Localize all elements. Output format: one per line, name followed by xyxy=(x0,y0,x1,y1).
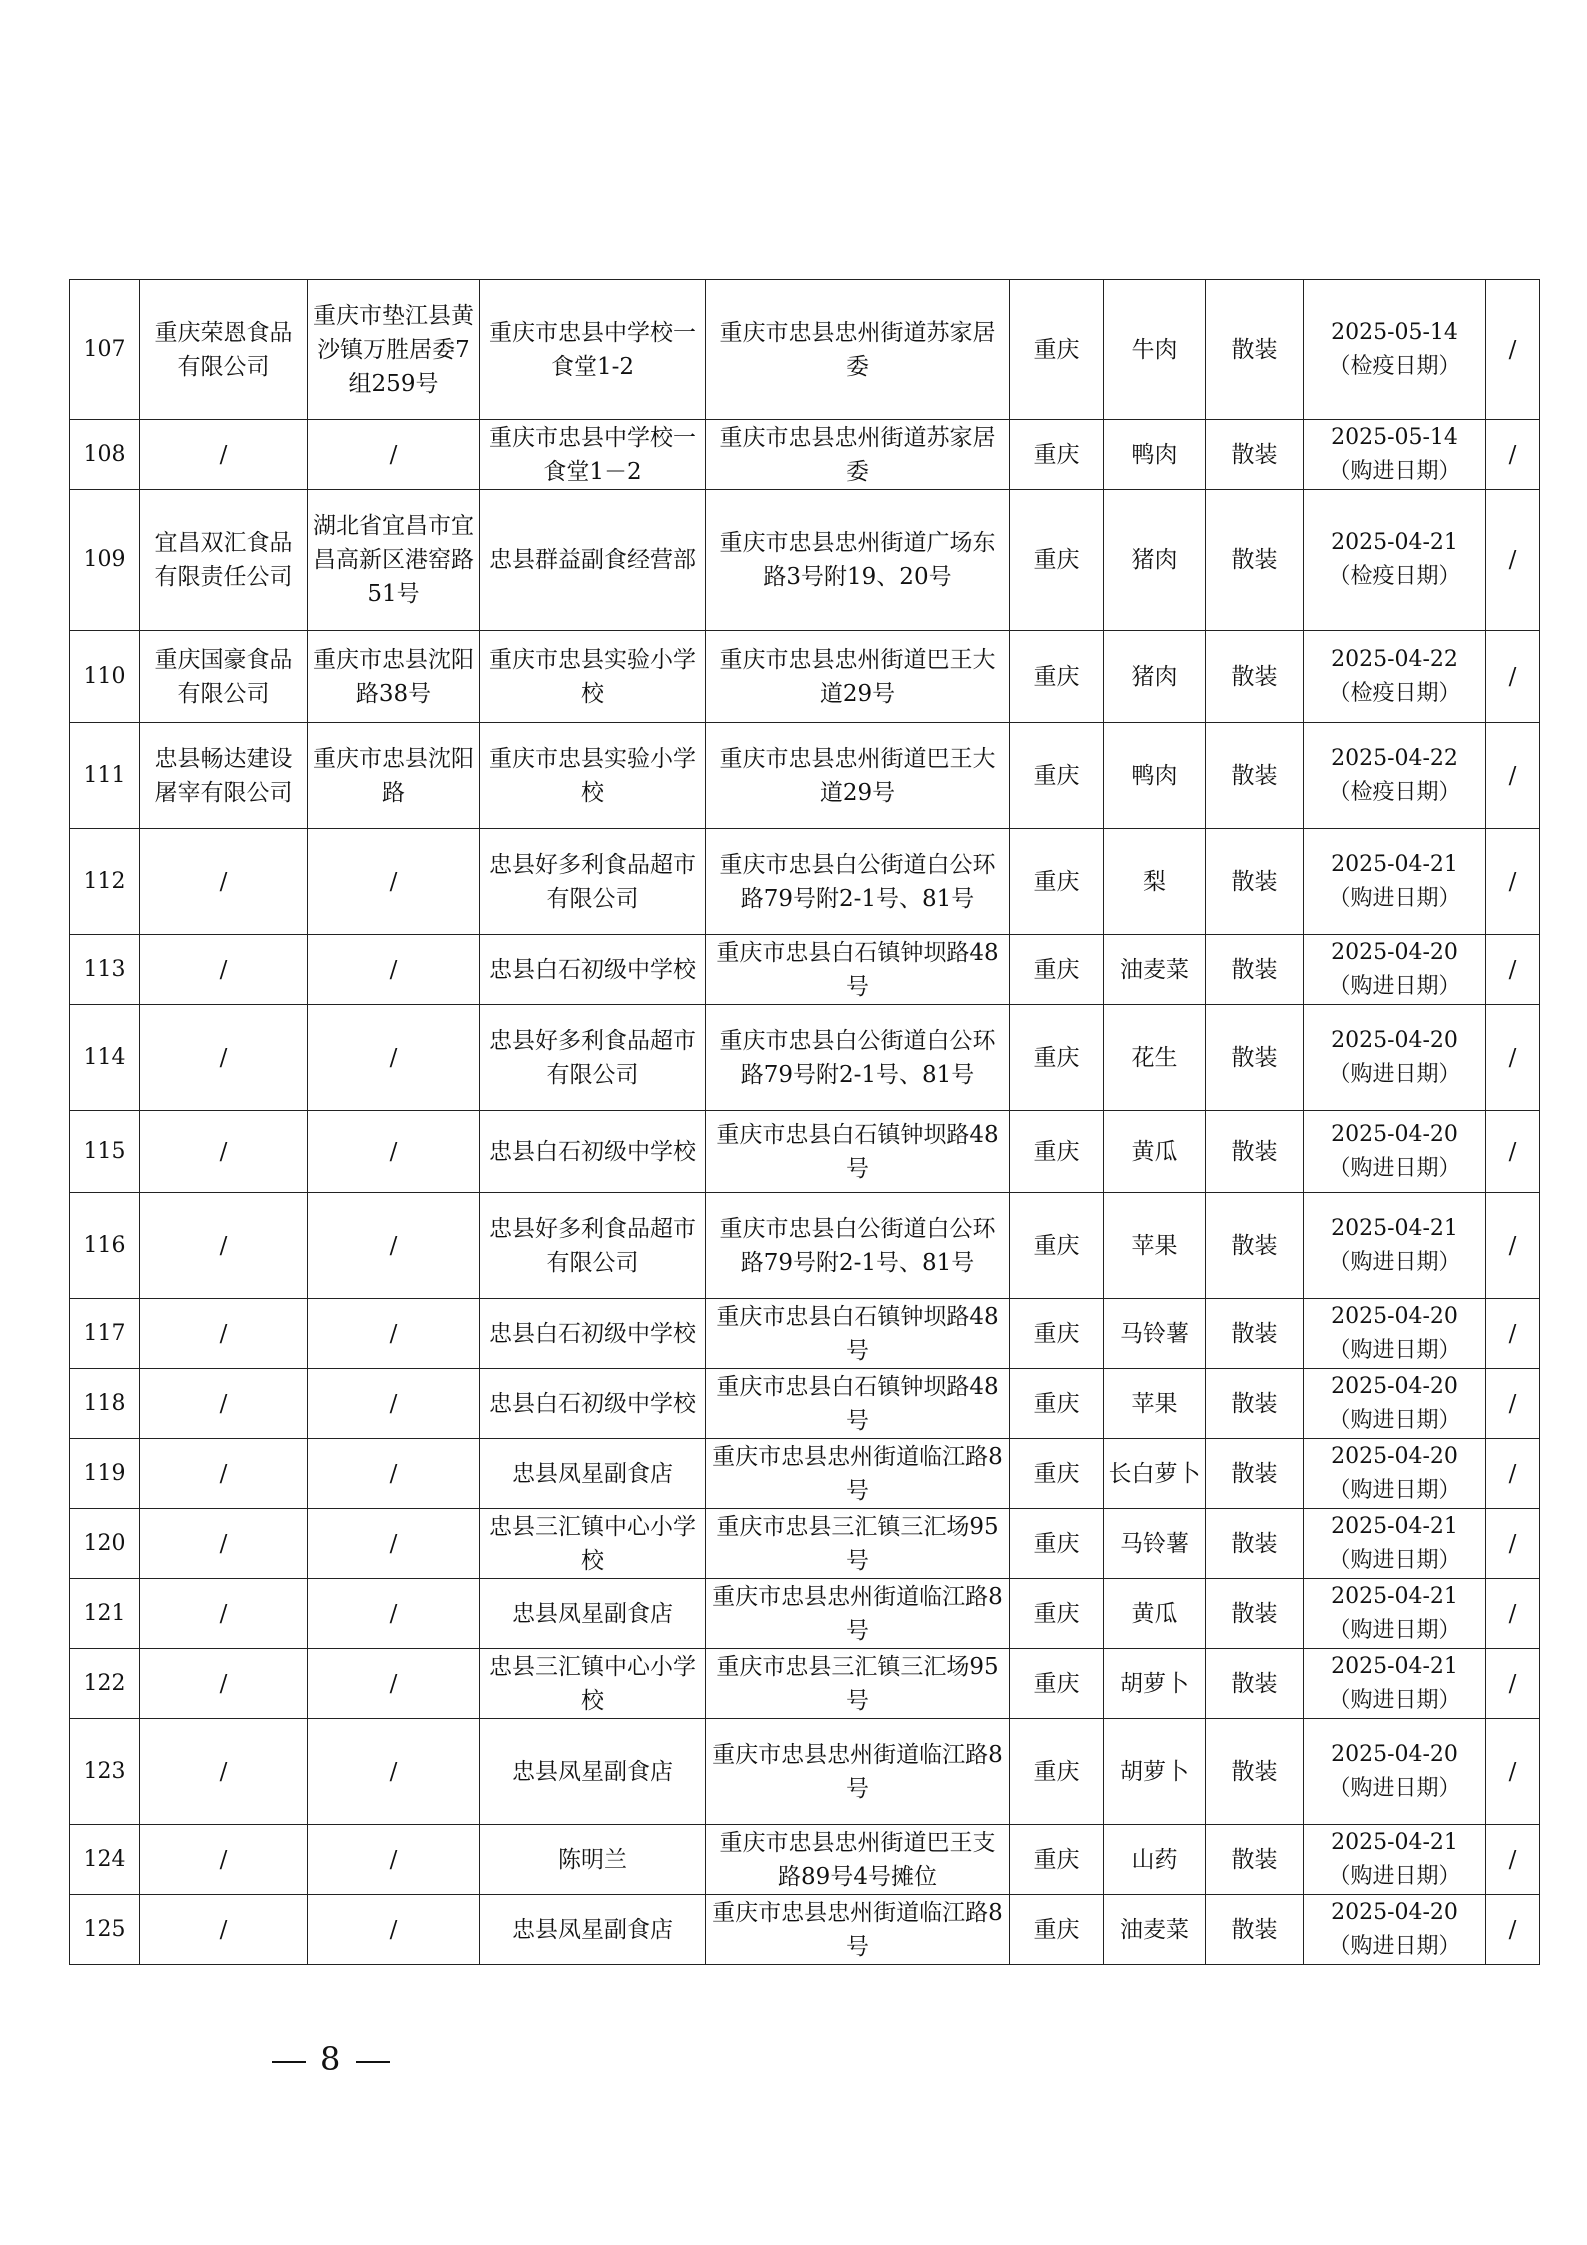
cell-sampled-unit-address: 重庆市忠县白石镇钟坝路48号 xyxy=(706,1299,1010,1369)
cell-remark: / xyxy=(1486,1369,1540,1439)
date-type-note: （购进日期） xyxy=(1328,1863,1461,1889)
cell-seq: 121 xyxy=(70,1579,140,1649)
cell-sampled-unit: 重庆市忠县实验小学校 xyxy=(480,631,706,723)
cell-sampled-unit-address: 重庆市忠县白石镇钟坝路48号 xyxy=(706,1369,1010,1439)
cell-package: 散装 xyxy=(1206,935,1304,1005)
table-row xyxy=(70,1193,1540,1299)
cell-package: 散装 xyxy=(1206,829,1304,935)
cell-sampled-unit: 忠县凤星副食店 xyxy=(480,1579,706,1649)
cell-producer-address: / xyxy=(308,935,480,1005)
cell-seq: 120 xyxy=(70,1509,140,1579)
cell-sampled-unit-address: 重庆市忠县白石镇钟坝路48号 xyxy=(706,1111,1010,1193)
cell-sampled-unit-address: 重庆市忠县忠州街道巴王大道29号 xyxy=(706,631,1010,723)
cell-date xyxy=(1304,1825,1486,1895)
cell-date xyxy=(1304,1111,1486,1193)
cell-seq: 124 xyxy=(70,1825,140,1895)
cell-seq: 109 xyxy=(70,490,140,631)
cell-food-name: 胡萝卜 xyxy=(1104,1649,1206,1719)
table-row xyxy=(70,631,1540,723)
date-value: 2025-04-20 xyxy=(1331,1741,1458,1767)
table-row xyxy=(70,1439,1540,1509)
cell-seq: 114 xyxy=(70,1005,140,1111)
cell-origin: 重庆 xyxy=(1010,829,1104,935)
cell-sampled-unit: 忠县凤星副食店 xyxy=(480,1895,706,1965)
cell-producer-address: / xyxy=(308,1439,480,1509)
cell-package: 散装 xyxy=(1206,1193,1304,1299)
cell-origin: 重庆 xyxy=(1010,1299,1104,1369)
cell-date xyxy=(1304,1369,1486,1439)
table-row xyxy=(70,490,1540,631)
date-type-note: （购进日期） xyxy=(1328,973,1461,999)
cell-producer-address: / xyxy=(308,1825,480,1895)
cell-date xyxy=(1304,723,1486,829)
cell-producer-name: / xyxy=(140,935,308,1005)
cell-origin: 重庆 xyxy=(1010,1825,1104,1895)
cell-producer-name: / xyxy=(140,1649,308,1719)
cell-sampled-unit-address: 重庆市忠县忠州街道巴王大道29号 xyxy=(706,723,1010,829)
cell-origin: 重庆 xyxy=(1010,1005,1104,1111)
cell-food-name: 山药 xyxy=(1104,1825,1206,1895)
cell-package: 散装 xyxy=(1206,723,1304,829)
cell-food-name: 猪肉 xyxy=(1104,631,1206,723)
date-type-note: （购进日期） xyxy=(1328,1775,1461,1801)
cell-package: 散装 xyxy=(1206,631,1304,723)
cell-seq: 111 xyxy=(70,723,140,829)
cell-date xyxy=(1304,1299,1486,1369)
table-row xyxy=(70,420,1540,490)
page-number: 8 xyxy=(320,2040,343,2078)
cell-seq: 110 xyxy=(70,631,140,723)
cell-seq: 125 xyxy=(70,1895,140,1965)
footer-right-dash xyxy=(356,2061,390,2063)
cell-sampled-unit: 重庆市忠县实验小学校 xyxy=(480,723,706,829)
cell-package: 散装 xyxy=(1206,1509,1304,1579)
table-row xyxy=(70,1299,1540,1369)
date-value: 2025-04-21 xyxy=(1331,530,1458,555)
cell-sampled-unit: 忠县群益副食经营部 xyxy=(480,490,706,631)
cell-food-name: 黄瓜 xyxy=(1104,1579,1206,1649)
cell-sampled-unit: 忠县白石初级中学校 xyxy=(480,1369,706,1439)
table-row xyxy=(70,1111,1540,1193)
cell-sampled-unit: 忠县三汇镇中心小学校 xyxy=(480,1649,706,1719)
cell-origin: 重庆 xyxy=(1010,1509,1104,1579)
cell-remark: / xyxy=(1486,723,1540,829)
cell-sampled-unit-address: 重庆市忠县忠州街道苏家居委 xyxy=(706,420,1010,490)
cell-remark: / xyxy=(1486,631,1540,723)
cell-package: 散装 xyxy=(1206,280,1304,420)
cell-seq: 123 xyxy=(70,1719,140,1825)
cell-food-name: 苹果 xyxy=(1104,1193,1206,1299)
cell-date xyxy=(1304,1005,1486,1111)
cell-package: 散装 xyxy=(1206,1439,1304,1509)
cell-seq: 112 xyxy=(70,829,140,935)
cell-origin: 重庆 xyxy=(1010,420,1104,490)
cell-producer-address: / xyxy=(308,1193,480,1299)
cell-seq: 117 xyxy=(70,1299,140,1369)
cell-remark: / xyxy=(1486,1649,1540,1719)
cell-seq: 116 xyxy=(70,1193,140,1299)
cell-seq: 119 xyxy=(70,1439,140,1509)
date-value: 2025-04-22 xyxy=(1331,745,1458,771)
cell-sampled-unit-address: 重庆市忠县三汇镇三汇场95号 xyxy=(706,1649,1010,1719)
cell-origin: 重庆 xyxy=(1010,1193,1104,1299)
date-type-note: （购进日期） xyxy=(1328,1249,1461,1275)
table-row xyxy=(70,1649,1540,1719)
date-value: 2025-04-20 xyxy=(1331,1303,1458,1329)
cell-date xyxy=(1304,1439,1486,1509)
cell-producer-name: / xyxy=(140,829,308,935)
cell-food-name: 花生 xyxy=(1104,1005,1206,1111)
date-type-note: （购进日期） xyxy=(1328,1407,1461,1433)
cell-sampled-unit-address: 重庆市忠县白公街道白公环路79号附2-1号、81号 xyxy=(706,1193,1010,1299)
cell-sampled-unit-address: 重庆市忠县白公街道白公环路79号附2-1号、81号 xyxy=(706,1005,1010,1111)
cell-food-name: 马铃薯 xyxy=(1104,1299,1206,1369)
cell-date xyxy=(1304,420,1486,490)
cell-producer-name: / xyxy=(140,1825,308,1895)
cell-sampled-unit-address: 重庆市忠县忠州街道临江路8号 xyxy=(706,1579,1010,1649)
date-value: 2025-05-14 xyxy=(1331,319,1458,345)
cell-remark: / xyxy=(1486,1299,1540,1369)
cell-producer-name: / xyxy=(140,1193,308,1299)
cell-food-name: 胡萝卜 xyxy=(1104,1719,1206,1825)
date-type-note: （检疫日期） xyxy=(1328,779,1461,805)
cell-sampled-unit: 忠县好多利食品超市有限公司 xyxy=(480,829,706,935)
cell-producer-address: / xyxy=(308,1649,480,1719)
cell-date xyxy=(1304,1719,1486,1825)
cell-remark: / xyxy=(1486,1439,1540,1509)
cell-origin: 重庆 xyxy=(1010,1369,1104,1439)
cell-producer-name: / xyxy=(140,1509,308,1579)
date-value: 2025-04-21 xyxy=(1331,1829,1458,1855)
table-row xyxy=(70,1825,1540,1895)
date-value: 2025-04-21 xyxy=(1331,1513,1458,1539)
cell-producer-name: / xyxy=(140,1895,308,1965)
cell-producer-name: / xyxy=(140,1369,308,1439)
cell-producer-address: / xyxy=(308,1719,480,1825)
cell-seq: 108 xyxy=(70,420,140,490)
cell-package: 散装 xyxy=(1206,420,1304,490)
cell-origin: 重庆 xyxy=(1010,490,1104,631)
date-type-note: （购进日期） xyxy=(1328,1337,1461,1363)
cell-origin: 重庆 xyxy=(1010,935,1104,1005)
cell-date xyxy=(1304,829,1486,935)
cell-food-name: 猪肉 xyxy=(1104,490,1206,631)
date-type-note: （购进日期） xyxy=(1328,1477,1461,1503)
cell-food-name: 油麦菜 xyxy=(1104,1895,1206,1965)
cell-producer-name: / xyxy=(140,1439,308,1509)
cell-food-name: 苹果 xyxy=(1104,1369,1206,1439)
cell-origin: 重庆 xyxy=(1010,1579,1104,1649)
table-row xyxy=(70,723,1540,829)
date-type-note: （检疫日期） xyxy=(1328,680,1461,706)
cell-producer-address: / xyxy=(308,1005,480,1111)
date-type-note: （检疫日期） xyxy=(1328,353,1461,379)
date-value: 2025-04-21 xyxy=(1331,1583,1458,1609)
cell-date xyxy=(1304,935,1486,1005)
cell-food-name: 马铃薯 xyxy=(1104,1509,1206,1579)
cell-origin: 重庆 xyxy=(1010,1649,1104,1719)
cell-remark: / xyxy=(1486,935,1540,1005)
cell-sampled-unit: 忠县白石初级中学校 xyxy=(480,1111,706,1193)
date-type-note: （购进日期） xyxy=(1328,1547,1461,1573)
cell-remark: / xyxy=(1486,280,1540,420)
cell-producer-address: 重庆市垫江县黄沙镇万胜居委7组259号 xyxy=(308,280,480,420)
cell-date xyxy=(1304,490,1486,631)
cell-sampled-unit: 忠县凤星副食店 xyxy=(480,1439,706,1509)
cell-origin: 重庆 xyxy=(1010,280,1104,420)
table-row xyxy=(70,280,1540,420)
date-type-note: （购进日期） xyxy=(1328,885,1461,911)
cell-sampled-unit-address: 重庆市忠县三汇镇三汇场95号 xyxy=(706,1509,1010,1579)
cell-sampled-unit: 忠县白石初级中学校 xyxy=(480,935,706,1005)
cell-origin: 重庆 xyxy=(1010,1895,1104,1965)
date-type-note: （购进日期） xyxy=(1328,1687,1461,1713)
date-type-note: （购进日期） xyxy=(1328,458,1461,484)
cell-date xyxy=(1304,1193,1486,1299)
cell-producer-name: 重庆国豪食品有限公司 xyxy=(140,631,308,723)
cell-sampled-unit: 忠县三汇镇中心小学校 xyxy=(480,1509,706,1579)
date-value: 2025-05-14 xyxy=(1331,424,1458,450)
cell-package: 散装 xyxy=(1206,1649,1304,1719)
cell-producer-name: / xyxy=(140,1005,308,1111)
cell-food-name: 鸭肉 xyxy=(1104,723,1206,829)
cell-origin: 重庆 xyxy=(1010,1719,1104,1825)
cell-sampled-unit: 忠县凤星副食店 xyxy=(480,1719,706,1825)
date-value: 2025-04-20 xyxy=(1331,1373,1458,1399)
footer-left-dash xyxy=(272,2061,306,2063)
page-number-footer xyxy=(258,2040,404,2078)
cell-sampled-unit-address: 重庆市忠县白石镇钟坝路48号 xyxy=(706,935,1010,1005)
date-value: 2025-04-20 xyxy=(1331,939,1458,965)
cell-package: 散装 xyxy=(1206,1299,1304,1369)
cell-producer-address: / xyxy=(308,420,480,490)
cell-food-name: 梨 xyxy=(1104,829,1206,935)
cell-sampled-unit-address: 重庆市忠县忠州街道临江路8号 xyxy=(706,1895,1010,1965)
cell-remark: / xyxy=(1486,490,1540,631)
cell-food-name: 长白萝卜 xyxy=(1104,1439,1206,1509)
cell-package: 散装 xyxy=(1206,1825,1304,1895)
cell-remark: / xyxy=(1486,1895,1540,1965)
cell-date xyxy=(1304,1509,1486,1579)
cell-food-name: 黄瓜 xyxy=(1104,1111,1206,1193)
cell-producer-address: 湖北省宜昌市宜昌高新区港窑路51号 xyxy=(308,490,480,631)
cell-sampled-unit-address: 重庆市忠县忠州街道临江路8号 xyxy=(706,1719,1010,1825)
date-type-note: （购进日期） xyxy=(1328,1155,1461,1181)
sampling-table xyxy=(69,279,1540,1965)
cell-package: 散装 xyxy=(1206,1895,1304,1965)
cell-producer-address: / xyxy=(308,829,480,935)
table-row xyxy=(70,935,1540,1005)
cell-producer-address: / xyxy=(308,1509,480,1579)
cell-date xyxy=(1304,1649,1486,1719)
cell-package: 散装 xyxy=(1206,1005,1304,1111)
cell-package: 散装 xyxy=(1206,1111,1304,1193)
cell-producer-address: 重庆市忠县沈阳路 xyxy=(308,723,480,829)
table-row xyxy=(70,1509,1540,1579)
cell-sampled-unit-address: 重庆市忠县忠州街道广场东路3号附19、20号 xyxy=(706,490,1010,631)
table-row xyxy=(70,1369,1540,1439)
date-type-note: （购进日期） xyxy=(1328,1617,1461,1643)
cell-remark: / xyxy=(1486,1193,1540,1299)
cell-remark: / xyxy=(1486,829,1540,935)
table-row xyxy=(70,1895,1540,1965)
cell-remark: / xyxy=(1486,1719,1540,1825)
cell-sampled-unit: 重庆市忠县中学校一食堂1－2 xyxy=(480,420,706,490)
cell-origin: 重庆 xyxy=(1010,1111,1104,1193)
date-value: 2025-04-21 xyxy=(1331,1653,1458,1679)
date-value: 2025-04-20 xyxy=(1331,1443,1458,1469)
cell-producer-address: / xyxy=(308,1299,480,1369)
cell-sampled-unit: 忠县好多利食品超市有限公司 xyxy=(480,1193,706,1299)
cell-producer-name: 忠县畅达建设屠宰有限公司 xyxy=(140,723,308,829)
cell-producer-name: 宜昌双汇食品有限责任公司 xyxy=(140,490,308,631)
cell-producer-address: / xyxy=(308,1579,480,1649)
date-value: 2025-04-20 xyxy=(1331,1027,1458,1053)
cell-producer-name: / xyxy=(140,1299,308,1369)
cell-sampled-unit: 重庆市忠县中学校一食堂1-2 xyxy=(480,280,706,420)
date-value: 2025-04-21 xyxy=(1331,1215,1458,1241)
cell-remark: / xyxy=(1486,420,1540,490)
cell-origin: 重庆 xyxy=(1010,1439,1104,1509)
cell-producer-address: / xyxy=(308,1895,480,1965)
cell-seq: 122 xyxy=(70,1649,140,1719)
table-row xyxy=(70,1005,1540,1111)
cell-date xyxy=(1304,631,1486,723)
cell-food-name: 油麦菜 xyxy=(1104,935,1206,1005)
cell-origin: 重庆 xyxy=(1010,631,1104,723)
cell-producer-address: 重庆市忠县沈阳路38号 xyxy=(308,631,480,723)
cell-remark: / xyxy=(1486,1111,1540,1193)
cell-producer-name: / xyxy=(140,420,308,490)
cell-food-name: 鸭肉 xyxy=(1104,420,1206,490)
cell-package: 散装 xyxy=(1206,1719,1304,1825)
cell-sampled-unit: 忠县白石初级中学校 xyxy=(480,1299,706,1369)
cell-producer-address: / xyxy=(308,1369,480,1439)
table-row xyxy=(70,1719,1540,1825)
cell-remark: / xyxy=(1486,1509,1540,1579)
cell-date xyxy=(1304,1579,1486,1649)
cell-seq: 118 xyxy=(70,1369,140,1439)
cell-seq: 107 xyxy=(70,280,140,420)
table-row xyxy=(70,829,1540,935)
cell-sampled-unit-address: 重庆市忠县白公街道白公环路79号附2-1号、81号 xyxy=(706,829,1010,935)
cell-producer-name: 重庆荣恩食品有限公司 xyxy=(140,280,308,420)
cell-remark: / xyxy=(1486,1825,1540,1895)
cell-origin: 重庆 xyxy=(1010,723,1104,829)
cell-package: 散装 xyxy=(1206,490,1304,631)
date-type-note: （购进日期） xyxy=(1328,1061,1461,1087)
date-type-note: （购进日期） xyxy=(1328,1933,1461,1959)
cell-producer-address: / xyxy=(308,1111,480,1193)
cell-remark: / xyxy=(1486,1005,1540,1111)
cell-food-name: 牛肉 xyxy=(1104,280,1206,420)
cell-producer-name: / xyxy=(140,1111,308,1193)
cell-sampled-unit: 忠县好多利食品超市有限公司 xyxy=(480,1005,706,1111)
cell-seq: 115 xyxy=(70,1111,140,1193)
cell-producer-name: / xyxy=(140,1719,308,1825)
cell-sampled-unit-address: 重庆市忠县忠州街道临江路8号 xyxy=(706,1439,1010,1509)
cell-sampled-unit: 陈明兰 xyxy=(480,1825,706,1895)
date-type-note: （检疫日期） xyxy=(1328,564,1461,589)
cell-date xyxy=(1304,1895,1486,1965)
cell-package: 散装 xyxy=(1206,1369,1304,1439)
date-value: 2025-04-22 xyxy=(1331,646,1458,672)
cell-remark: / xyxy=(1486,1579,1540,1649)
date-value: 2025-04-21 xyxy=(1331,851,1458,877)
date-value: 2025-04-20 xyxy=(1331,1899,1458,1925)
cell-package: 散装 xyxy=(1206,1579,1304,1649)
table-row xyxy=(70,1579,1540,1649)
cell-producer-name: / xyxy=(140,1579,308,1649)
cell-sampled-unit-address: 重庆市忠县忠州街道苏家居委 xyxy=(706,280,1010,420)
cell-date xyxy=(1304,280,1486,420)
date-value: 2025-04-20 xyxy=(1331,1121,1458,1147)
cell-sampled-unit-address: 重庆市忠县忠州街道巴王支路89号4号摊位 xyxy=(706,1825,1010,1895)
cell-seq: 113 xyxy=(70,935,140,1005)
